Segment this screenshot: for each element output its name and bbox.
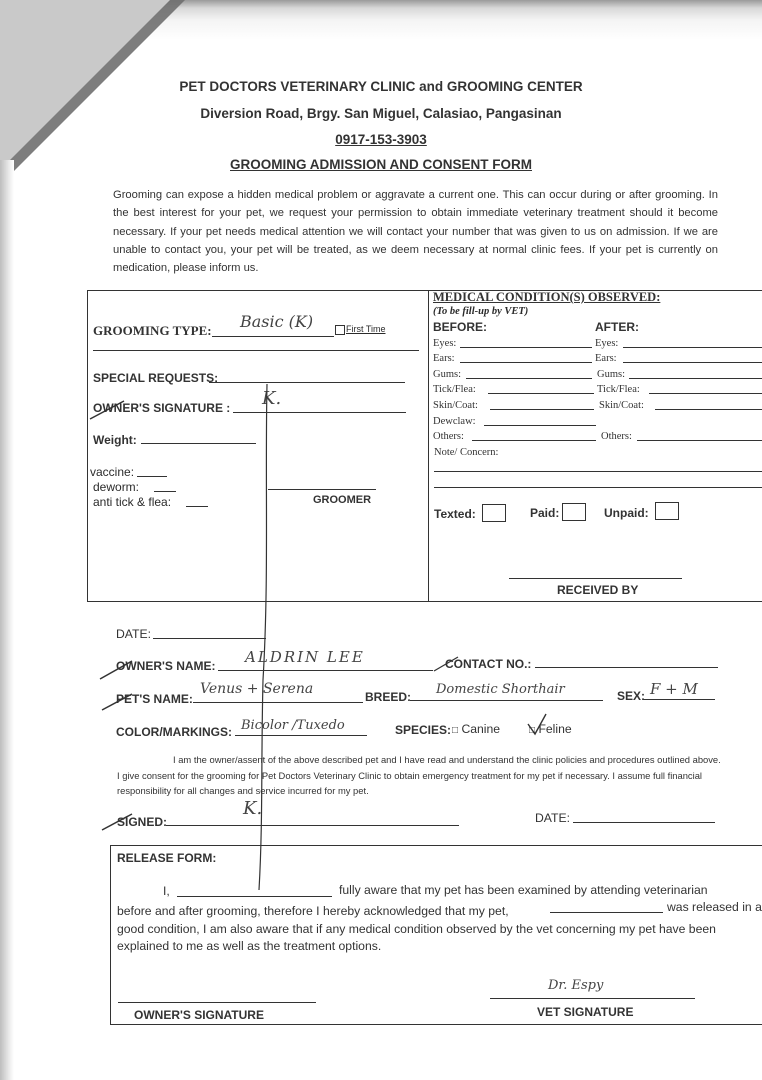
color-markings-label: COLOR/MARKINGS: bbox=[116, 725, 232, 739]
owner-signature-release-label: OWNER'S SIGNATURE bbox=[134, 1008, 264, 1022]
scan-edge bbox=[0, 160, 14, 1080]
after-label: AFTER: bbox=[595, 320, 639, 334]
species-label: SPECIES: bbox=[395, 723, 452, 737]
anti-tick-label: anti tick & flea: bbox=[93, 495, 172, 509]
medical-title: MEDICAL CONDITION(S) OBSERVED: bbox=[433, 290, 661, 304]
first-time-label: First Time bbox=[346, 324, 386, 334]
strike-mark-icon bbox=[98, 657, 138, 683]
signed-label: SIGNED: bbox=[117, 815, 168, 829]
pet-name-label: PET'S NAME: bbox=[116, 692, 193, 706]
grooming-type-label: GROOMING TYPE: bbox=[93, 323, 212, 338]
release-line3: good condition, I am also aware that if any medical condition observed by the vet concerning my pet have been bbox=[117, 922, 716, 936]
before-label: BEFORE: bbox=[433, 320, 487, 334]
texted-checkbox[interactable] bbox=[482, 504, 506, 522]
owner-name-value[interactable]: ALDRIN LEE bbox=[245, 648, 365, 666]
breed-value[interactable]: Domestic Shorthair bbox=[436, 682, 565, 697]
note-concern-label: Note/ Concern: bbox=[434, 447, 499, 458]
vaccine-label: vaccine: bbox=[90, 465, 135, 479]
release-title: RELEASE FORM: bbox=[117, 851, 217, 865]
release-line2-suffix: was released in a bbox=[667, 900, 762, 914]
owner-name-label: OWNER'S NAME: bbox=[116, 659, 216, 673]
after-others: Others: bbox=[601, 431, 632, 442]
received-by-label: RECEIVED BY bbox=[557, 583, 639, 597]
release-line4: explained to me as well as the treatment options. bbox=[117, 939, 382, 953]
before-skin-coat: Skin/Coat: bbox=[433, 400, 478, 411]
grooming-type-value[interactable]: Basic (K) bbox=[240, 312, 314, 331]
before-gums: Gums: bbox=[433, 369, 462, 380]
pet-name-value[interactable]: Venus + Serena bbox=[200, 681, 314, 697]
color-markings-value[interactable]: Bicolor /Tuxedo bbox=[241, 718, 345, 733]
before-others: Others: bbox=[433, 431, 464, 442]
after-tick-flea: Tick/Flea: bbox=[597, 384, 640, 395]
strike-mark-icon bbox=[432, 655, 462, 675]
owner-signature-label: OWNER'S SIGNATURE : bbox=[93, 401, 231, 415]
weight-label: Weight: bbox=[93, 433, 137, 447]
deworm-label: deworm: bbox=[93, 480, 140, 494]
texted-label: Texted: bbox=[434, 507, 476, 521]
paid-label: Paid: bbox=[530, 506, 560, 520]
signed-value[interactable]: K. bbox=[243, 798, 263, 819]
vet-signature-label: VET SIGNATURE bbox=[537, 1005, 634, 1019]
before-tick-flea: Tick/Flea: bbox=[433, 384, 476, 395]
groomer-label: GROOMER bbox=[313, 494, 372, 506]
release-line1-prefix: I, bbox=[163, 884, 170, 898]
after-skin-coat: Skin/Coat: bbox=[599, 400, 644, 411]
intro-paragraph: Grooming can expose a hidden medical problem or aggravate a current one. This can occur during or after grooming. In the best interest for your pet, we request your permission to obtain immediate veterinary treatment should it become necessary. If your pet needs medical attention we will contact your number that was given to us on admission. If we are unable to contact you, your pet will be treated, as we deem necessary at normal clinic fees. If your pet is currently on medication, please inform us. bbox=[113, 189, 718, 275]
form-title: GROOMING ADMISSION AND CONSENT FORM bbox=[230, 157, 532, 172]
strike-mark-icon bbox=[88, 395, 128, 423]
owner-signature-value[interactable]: K. bbox=[262, 388, 282, 409]
canine-checkbox-icon[interactable]: □ bbox=[452, 725, 459, 736]
medical-subtitle: (To be fill-up by VET) bbox=[433, 306, 529, 317]
release-line1-suffix: fully aware that my pet has been examined by attending veterinarian bbox=[339, 883, 708, 897]
breed-label: BREED: bbox=[365, 690, 412, 704]
first-time-checkbox[interactable] bbox=[335, 325, 345, 335]
vet-signature-value[interactable]: Dr. Espy bbox=[548, 978, 604, 993]
clinic-name: PET DOCTORS VETERINARY CLINIC and GROOMING CENTER bbox=[179, 79, 583, 94]
date-label: DATE: bbox=[116, 627, 151, 641]
checkmark-icon bbox=[526, 712, 548, 738]
before-ears: Ears: bbox=[433, 353, 455, 364]
strike-mark-icon bbox=[100, 690, 136, 714]
clinic-phone: 0917-153-3903 bbox=[335, 132, 427, 147]
canine-label: Canine bbox=[461, 722, 501, 736]
first-time-option[interactable] bbox=[335, 324, 386, 335]
box-divider bbox=[428, 290, 429, 602]
canine-option[interactable] bbox=[452, 722, 500, 736]
feline-checkbox-icon[interactable]: □ bbox=[529, 725, 536, 736]
unpaid-checkbox[interactable] bbox=[655, 502, 679, 520]
release-line2-prefix: before and after grooming, therefore I hereby acknowledged that my pet, bbox=[117, 904, 509, 918]
feline-label: Feline bbox=[538, 722, 572, 736]
unpaid-label: Unpaid: bbox=[604, 506, 649, 520]
before-eyes: Eyes: bbox=[433, 338, 457, 349]
consent-text: I am the owner/assent of the above described pet and I have read and understand the clinic policies and procedures outlined above. I give consent for the grooming for Pet Doctors Veterinary Clinic to obtain emergency treatment for my pet if necessary. I assume full financial responsibility for all changes and service incurred for my pet. bbox=[117, 754, 721, 796]
before-dewclaw: Dewclaw: bbox=[433, 416, 476, 427]
contact-label: CONTACT NO.: bbox=[445, 657, 532, 671]
special-requests-label: SPECIAL REQUESTS: bbox=[93, 371, 219, 385]
after-gums: Gums: bbox=[597, 369, 626, 380]
after-eyes: Eyes: bbox=[595, 338, 619, 349]
clinic-address: Diversion Road, Brgy. San Miguel, Calasiao, Pangasinan bbox=[200, 106, 562, 121]
sex-value[interactable]: F + M bbox=[650, 680, 698, 698]
sex-label: SEX: bbox=[617, 689, 646, 703]
pen-stroke-icon bbox=[245, 380, 285, 900]
consent-date-label: DATE: bbox=[535, 811, 570, 825]
paid-checkbox[interactable] bbox=[562, 503, 586, 521]
strike-mark-icon bbox=[100, 810, 136, 834]
after-ears: Ears: bbox=[595, 353, 617, 364]
